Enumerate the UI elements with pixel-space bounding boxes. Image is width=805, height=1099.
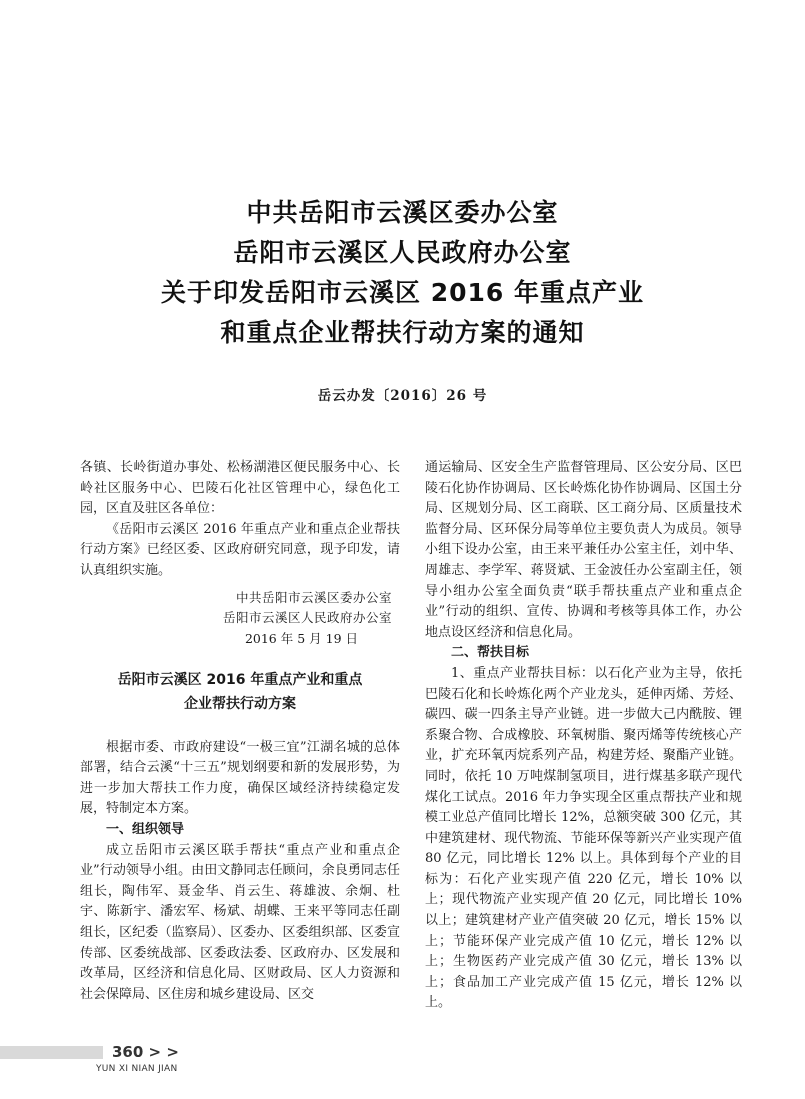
issue-date: 2016 年 5 月 19 日 (244, 630, 358, 646)
title-line-2: 岳阳市云溪区人民政府办公室 (233, 238, 572, 267)
right-column (425, 458, 742, 1014)
footer-subtitle: YUN XI NIAN JIAN (96, 1064, 178, 1074)
footer-band (0, 1046, 103, 1059)
goal-paragraph: 1、重点产业帮扶目标：以石化产业为主导，依托巴陵石化和长岭炼化两个产业龙头，延伸丙烯、芳烃、碳四、碳一四条主导产业链。进一步做大己内酰胺、锂系聚合物、合成橡胶、环氧树脂、聚丙烯等传统核心产业，扩充环氧丙烷系列产品，构建芳烃、聚酯产业链。同时，依托 10 万吨煤制氢项目，进行煤基多联产现代煤化工试点。2016 年力争实现全区重点帮扶产业和规模工业总产值同比增长 12%，总额突破 300 亿元，其中建筑建材、现代物流、节能环保等新兴产业实现产值 80 亿元，同比增长 12% 以上。具体到每个产业的目标为：石化产业实现产值 220 亿元，增长 10% 以上；现代物流产业实现产值 20 亿元，同比增长 10% 以上；建筑建材产业产值突破 20 亿元，增长 15% 以上；节能环保产业完成产值 10 亿元，增长 12% 以上；生物医药产业完成产值 30 亿元，增长 13% 以上；食品加工产业完成产值 15 亿元，增长 12% 以上。 (425, 665, 742, 1011)
recipients-paragraph: 各镇、长岭街道办事处、松杨湖港区便民服务中心、长岭社区服务中心、巴陵石化社区管理中心，绿色化工园，区直及驻区各单位： (80, 460, 400, 517)
left-column (80, 458, 400, 1005)
plan-title (80, 668, 400, 716)
page-number: 360 > > (112, 1043, 179, 1061)
plan-title-line-2: 企业帮扶行动方案 (184, 695, 296, 712)
section-heading-organization: 一、组织领导 (106, 821, 185, 837)
signature-government-office: 岳阳市云溪区人民政府办公室 (222, 609, 392, 625)
title-line-3: 关于印发岳阳市云溪区 2016 年重点产业 (161, 278, 644, 307)
title-line-4: 和重点企业帮扶行动方案的通知 (220, 318, 585, 347)
signature-party-office: 中共岳阳市云溪区委办公室 (235, 589, 392, 605)
intro-paragraph: 根据市委、市政府建设“一极三宜”江湖名城的总体部署，结合云溪“十三五”规划纲要和新的发展形势，为进一步加大帮扶工作力度，确保区域经济持续稳定发展，特制定本方案。 (80, 739, 400, 817)
notice-paragraph: 《岳阳市云溪区 2016 年重点产业和重点企业帮扶行动方案》已经区委、区政府研究同意，现予印发，请认真组织实施。 (80, 521, 400, 578)
organization-continued-paragraph: 通运输局、区安全生产监督管理局、区公安分局、区巴陵石化协作协调局、区长岭炼化协作协调局、区国土分局、区规划分局、区工商联、区工商分局、区质量技术监督分局、区环保分局等单位主要负责人为成员。领导小组下设办公室，由王来平兼任办公室主任，刘中华、周雄志、李学军、蒋贤斌、王金波任办公室副主任，领导小组办公室全面负责“联手帮扶重点产业和重点企业”行动的组织、宣传、协调和考核等具体工作，办公地点设区经济和信息化局。 (425, 460, 742, 640)
organization-paragraph: 成立岳阳市云溪区联手帮扶“重点产业和重点企业”行动领导小组。由田文静同志任顾问，余良勇同志任组长，陶伟军、聂金华、肖云生、蒋雄波、余炯、杜宇、陈新宇、潘宏军、杨斌、胡蝶、王来平等同志任副组长，区纪委（监察局）、区委办、区委组织部、区委宣传部、区委统战部、区委政法委、区政府办、区发展和改革局，区经济和信息化局、区财政局、区人力资源和社会保障局、区住房和城乡建设局、区交 (80, 842, 400, 1002)
section-heading-goals: 二、帮扶目标 (451, 645, 530, 661)
document-number: 岳云办发〔2016〕26 号 (317, 388, 488, 404)
document-title (0, 193, 805, 353)
title-line-1: 中共岳阳市云溪区委办公室 (246, 198, 559, 227)
plan-title-line-1: 岳阳市云溪区 2016 年重点产业和重点 (117, 671, 363, 688)
